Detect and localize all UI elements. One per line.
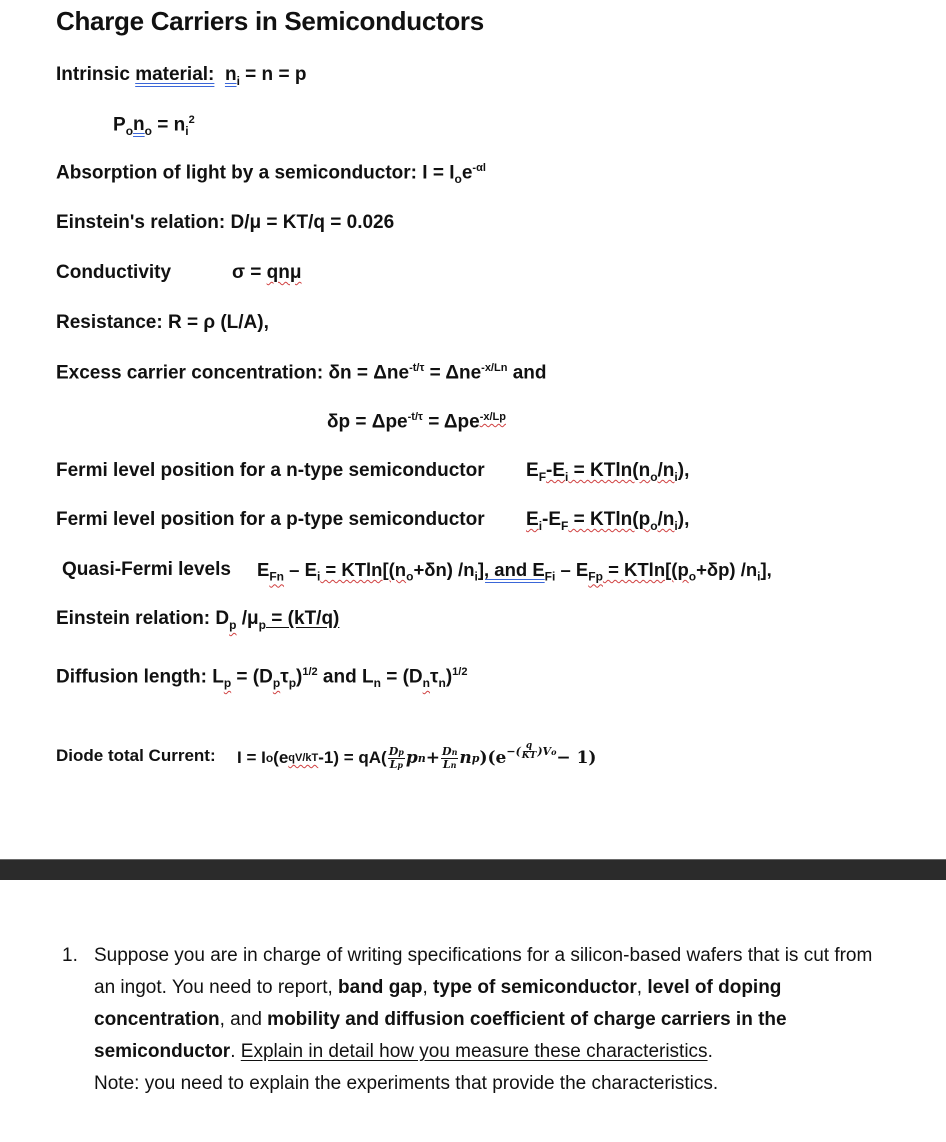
qf-ds: i xyxy=(474,569,478,584)
absorption-io-sub: o xyxy=(454,172,462,187)
mass-action-line xyxy=(113,114,195,138)
qf-f: – E xyxy=(555,559,589,580)
mass-n-sub: o xyxy=(144,124,152,139)
diode-formula xyxy=(237,740,596,776)
diff-c: τ xyxy=(280,666,289,688)
diode-frac-dp-lp xyxy=(388,746,405,771)
fermi-p-ni-sub: i xyxy=(674,518,678,533)
resistance-line: Resistance: R = ρ (L/A), xyxy=(56,312,269,333)
excess-label: Excess carrier concentration: δn = Δne xyxy=(56,362,410,384)
page-title: Charge Carriers in Semiconductors xyxy=(56,6,484,36)
question-number: 1. xyxy=(62,945,78,966)
diff-b: = (D xyxy=(231,666,273,688)
excess-p-exp2: -x/Lp xyxy=(479,411,506,423)
question-text-2: , xyxy=(422,977,434,998)
fermi-p-po-sub: o xyxy=(650,518,658,533)
diode-frac-dn-ln xyxy=(441,746,458,771)
qf-cs: o xyxy=(406,569,414,584)
question-bold-doping: level of doping concentration xyxy=(94,977,782,1030)
quasi-fermi-label: Quasi-Fermi levels xyxy=(62,559,231,580)
fermi-p-close: ), xyxy=(677,509,690,530)
diff-f: τ xyxy=(430,666,439,688)
diode-lps: p xyxy=(397,759,403,770)
fermi-n-e2-sub: i xyxy=(565,469,569,484)
diode-kt: KT xyxy=(521,751,537,761)
absorption-label: Absorption of light by a semiconductor: I = I xyxy=(56,162,455,184)
fermi-p-slash: /n xyxy=(657,509,675,530)
absorption-e: e xyxy=(461,162,473,184)
qf-d: +δn) /n xyxy=(413,559,475,580)
qf-b: – E xyxy=(284,559,317,580)
diode-plus: + xyxy=(425,748,441,768)
qf-i: ], xyxy=(760,559,772,580)
diode-lns: n xyxy=(450,759,457,770)
qf-bs: i xyxy=(316,569,321,584)
question-bold-mobility: mobility and diffusion coefficient of charge carriers in the semiconductor xyxy=(94,1009,787,1062)
diode-nps: p xyxy=(471,751,480,765)
diff-g: ) xyxy=(445,666,453,688)
einstein2-s1: p xyxy=(229,617,237,632)
intrinsic-ni-sub: i xyxy=(236,73,240,88)
diff-s2: p xyxy=(272,676,281,691)
diode-np: n xyxy=(459,748,472,768)
intrinsic-rest: = n = p xyxy=(239,64,307,85)
diode-lp: L xyxy=(389,757,398,771)
diode-b: (e xyxy=(273,748,289,767)
diff-s1: p xyxy=(223,676,232,691)
diff-sup2: 1/2 xyxy=(452,666,468,678)
diode-pns: n xyxy=(417,751,426,765)
question-bold-type: type of semiconductor xyxy=(433,977,637,998)
fermi-n-ni-sub: i xyxy=(674,469,678,484)
fermi-p-label: Fermi level position for a p-type semiconductor xyxy=(56,509,485,530)
diode-a: I = I xyxy=(237,748,266,767)
einstein2-label: Einstein relation: D xyxy=(56,608,230,629)
question-text-4: , and xyxy=(219,1009,268,1030)
excess-exp2: -x/Ln xyxy=(481,362,508,374)
intrinsic-line xyxy=(56,64,306,88)
question-bold-band-gap: band gap xyxy=(338,977,423,998)
question-note: Note: you need to explain the experiments that provide the characteristics. xyxy=(94,1073,719,1094)
einstein-relation-1: Einstein's relation: D/μ = KT/q = 0.026 xyxy=(56,212,395,233)
fermi-n-e2: -E xyxy=(546,460,566,481)
qf-h: +δp) /n xyxy=(696,559,758,580)
diff-e: = (D xyxy=(380,666,423,688)
fermi-p-e2: -E xyxy=(542,509,562,530)
conductivity-sigma: σ = xyxy=(232,262,267,283)
question-text-6: . xyxy=(707,1041,713,1062)
diode-tail: − 1) xyxy=(556,748,597,768)
excess-exp1: -t/τ xyxy=(409,362,425,374)
fermi-n-slash: /n xyxy=(657,460,675,481)
mass-ni-sub: i xyxy=(185,124,189,139)
quasi-fermi-formula xyxy=(257,559,772,584)
excess-n-line xyxy=(56,362,547,384)
einstein2-s2: p xyxy=(258,617,267,632)
diode-dps: p xyxy=(398,746,404,757)
qf-e: ], and E xyxy=(477,559,545,580)
diff-s5: n xyxy=(422,676,430,691)
diode-exp-a: −( xyxy=(506,745,521,758)
diode-exp-b: )V xyxy=(537,745,552,758)
question-text-3: , xyxy=(636,977,648,998)
mass-p-sub: o xyxy=(125,124,134,139)
fermi-n-no-sub: o xyxy=(650,469,658,484)
diff-s3: p xyxy=(288,676,297,691)
absorption-exp: -αl xyxy=(472,162,486,174)
diffusion-length-line xyxy=(56,666,467,690)
fermi-n-formula xyxy=(526,460,689,484)
diff-label: Diffusion length: L xyxy=(56,666,224,688)
qf-g: = KTln[(p xyxy=(602,559,689,580)
diode-q: q xyxy=(525,741,533,751)
fermi-p-e1: E xyxy=(526,509,539,530)
fermi-n-e1: E xyxy=(526,460,539,481)
excess-p-exp1: -t/τ xyxy=(407,411,423,423)
intrinsic-label: Intrinsic xyxy=(56,64,136,85)
mass-p: P xyxy=(113,114,126,136)
absorption-line xyxy=(56,162,486,186)
fermi-n-e1-sub: F xyxy=(538,469,547,484)
question-text-1: Suppose you are in charge of writing specifications for a silicon-based wafers that is cut from an ingot. You need to report, xyxy=(94,945,873,998)
diode-pn: p xyxy=(405,748,418,768)
diff-s6: n xyxy=(438,676,446,691)
fermi-n-close: ), xyxy=(677,460,690,481)
question-body xyxy=(94,940,882,1100)
mass-square: 2 xyxy=(188,114,195,126)
fermi-n-ktln: = KTln(n xyxy=(568,460,651,481)
intrinsic-underlined: material: xyxy=(135,64,215,85)
question-block xyxy=(62,940,882,1100)
diff-and: and L xyxy=(317,666,374,688)
excess-p-line xyxy=(327,411,506,433)
fermi-n-label: Fermi level position for a n-type semiconductor xyxy=(56,460,485,481)
diode-ln: L xyxy=(442,757,451,771)
diff-s4: n xyxy=(373,676,381,691)
excess-p-b: = Δpe xyxy=(422,411,480,433)
diode-as: o xyxy=(265,751,274,765)
diode-dn: D xyxy=(442,744,452,758)
fermi-p-ktln: = KTln(p xyxy=(568,509,651,530)
diode-label: Diode total Current: xyxy=(56,746,216,765)
diff-d: ) xyxy=(296,666,303,688)
diode-dp: D xyxy=(388,744,399,758)
diode-exp-bs: o xyxy=(551,746,557,757)
conductivity-qnmu: qnμ xyxy=(266,262,302,283)
conductivity-label: Conductivity xyxy=(56,262,172,283)
einstein-relation-2 xyxy=(56,608,339,632)
fermi-p-formula xyxy=(526,509,689,533)
diode-bexp: qV/kT xyxy=(288,752,319,764)
intrinsic-ni: n xyxy=(224,64,237,85)
diode-e1: )(e xyxy=(479,748,507,768)
diode-exponent xyxy=(506,742,556,761)
fermi-p-e1-sub: i xyxy=(538,518,543,533)
excess-and: and xyxy=(507,362,547,384)
question-text-5: . xyxy=(230,1041,241,1062)
excess-mid: = Δne xyxy=(424,362,482,384)
section-divider xyxy=(0,860,946,880)
qf-c: = KTln[(n xyxy=(320,559,407,580)
einstein2-b: /μ xyxy=(236,608,259,629)
question-underlined-instruction: Explain in detail how you measure these characteristics xyxy=(240,1041,708,1062)
qf-gs: o xyxy=(688,569,697,584)
qf-fs: Fp xyxy=(588,569,603,584)
qf-as: Fn xyxy=(269,569,285,584)
excess-p-a: δp = Δpe xyxy=(327,411,408,433)
diode-dns: n xyxy=(451,746,458,757)
diode-c: -1) = qA( xyxy=(318,748,387,767)
qf-es: Fi xyxy=(544,569,556,584)
fermi-p-e2-sub: F xyxy=(561,518,569,533)
diff-sup1: 1/2 xyxy=(302,666,318,678)
mass-eq: = n xyxy=(151,114,186,136)
mass-n: n xyxy=(133,114,145,136)
qf-a: E xyxy=(257,559,270,580)
conductivity-formula xyxy=(232,262,302,284)
einstein2-c: = (kT/q) xyxy=(266,608,340,629)
qf-hs: i xyxy=(757,569,761,584)
